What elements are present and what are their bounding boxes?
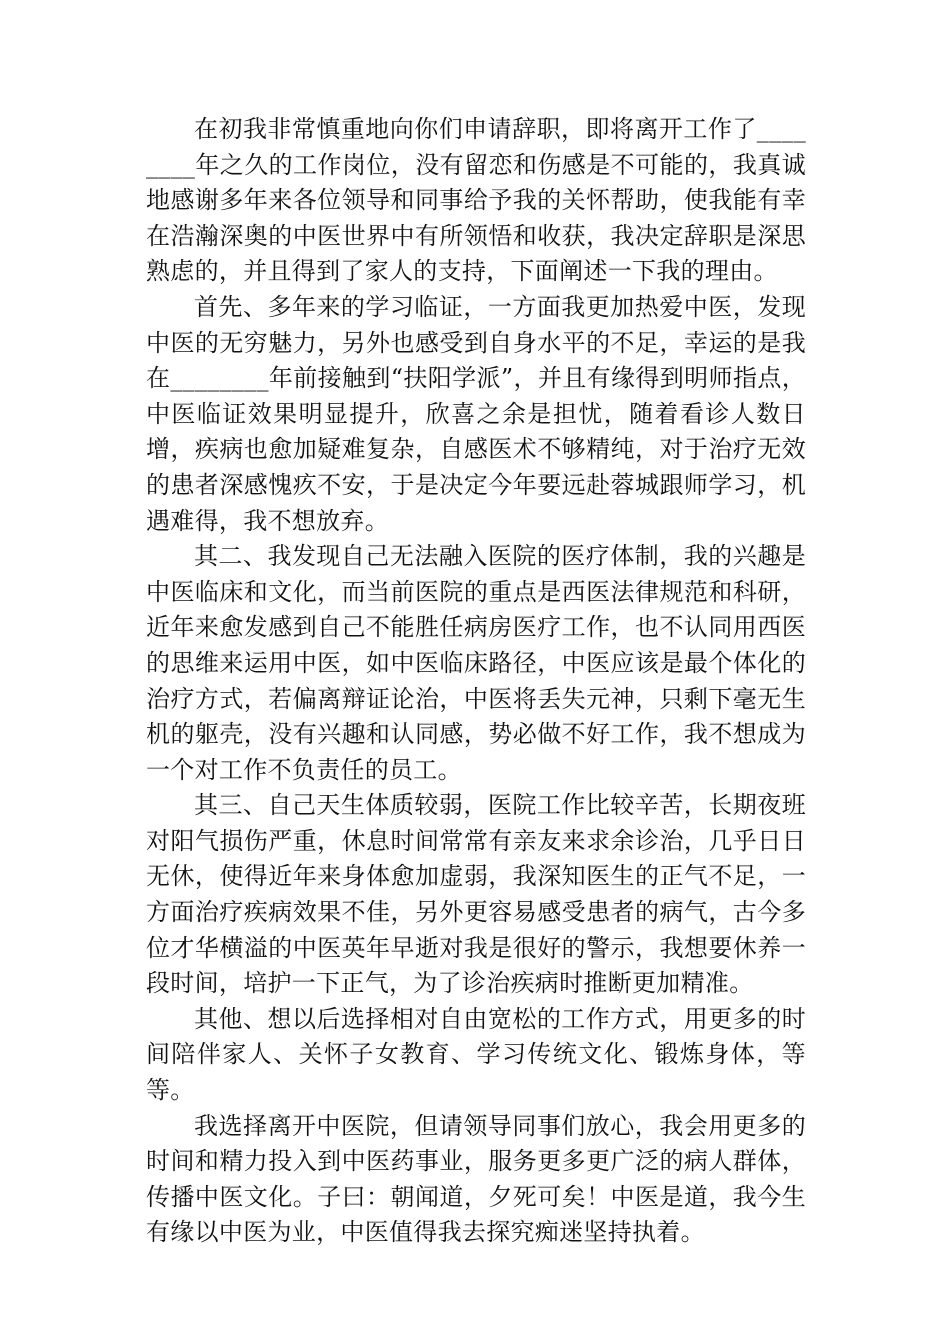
paragraph-closing: 我选择离开中医院，但请领导同事们放心，我会用更多的时间和精力投入到中医药事业，服务更多更广泛的病人群体，传播中医文化。子曰：朝闻道，夕死可矣！中医是道，我今生有缘以中医为业，中医值得我去探究痴迷坚持执着。 [146,1111,806,1247]
paragraph-reason-second: 其二、我发现自己无法融入医院的医疗体制，我的兴趣是中医临床和文化，而当前医院的重点是西医法律规范和科研，近年来愈发感到自己不能胜任病房医疗工作，也不认同用西医的思维来运用中医，如中医临床路径，中医应该是最个体化的治疗方式，若偏离辩证论治，中医将丢失元神，只剩下毫无生机的躯壳，没有兴趣和认同感，势必做不好工作，我不想成为一个对工作不负责任的员工。 [146,542,806,784]
paragraph-reason-third: 其三、自己天生体质较弱，医院工作比较辛苦，长期夜班对阳气损伤严重，休息时间常常有亲友来求余诊治，几乎日日无休，使得近年来身体愈加虚弱，我深知医生的正气不足，一方面治疗疾病效果不佳，另外更容易感受患者的病气，古今多位才华横溢的中医英年早逝对我是很好的警示，我想要休养一段时间，培护一下正气，为了诊治疾病时推断更加精准。 [146,791,806,998]
document-body [146,112,806,1251]
paragraph-reason-other: 其他、想以后选择相对自由宽松的工作方式，用更多的时间陪伴家人、关怀子女教育、学习传统文化、锻炼身体，等等。 [146,1004,806,1105]
paragraph-intro: 在初我非常慎重地向你们申请辞职，即将离开工作了________年之久的工作岗位，没有留恋和伤感是不可能的，我真诚地感谢多年来各位领导和同事给予我的关怀帮助，使我能有幸在浩瀚深奥的中医世界中有所领悟和收获，我决定辞职是深思熟虑的，并且得到了家人的支持，下面阐述一下我的理由。 [146,115,806,286]
paragraph-reason-first: 首先、多年来的学习临证，一方面我更加热爱中医，发现中医的无穷魅力，另外也感受到自身水平的不足，幸运的是我在________年前接触到“扶阳学派”，并且有缘得到明师指点，中医临证效果明显提升，欣喜之余是担忧，随着看诊人数日增，疾病也愈加疑难复杂，自感医术不够精纯，对于治疗无效的患者深感愧疚不安，于是决定今年要远赴蓉城跟师学习，机遇难得，我不想放弃。 [146,292,806,535]
